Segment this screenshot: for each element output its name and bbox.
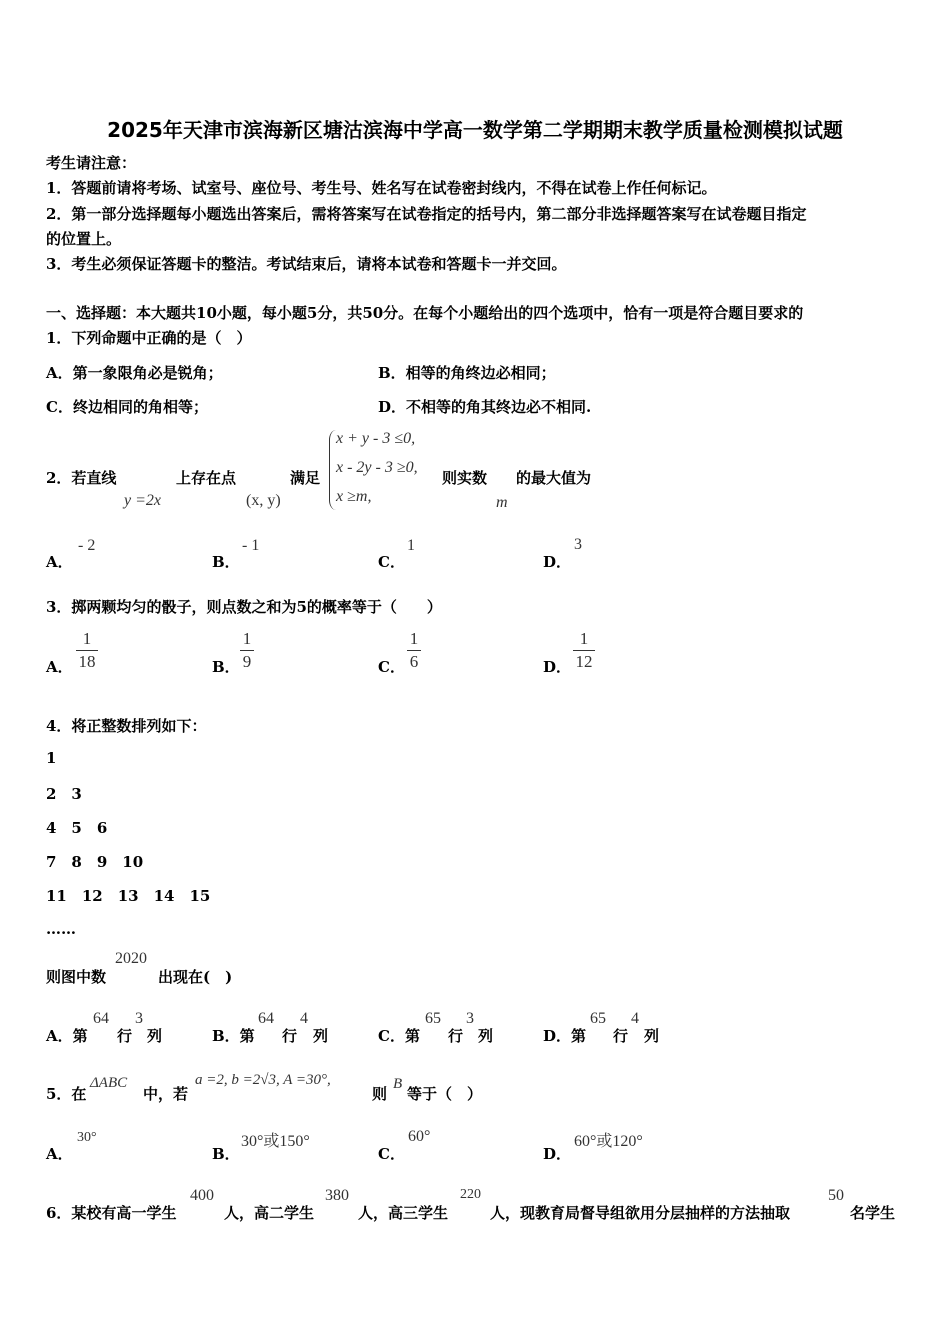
q4-option-a-mid: 行 [117,1027,133,1045]
section-heading: 一、选择题：本大题共10小题，每小题5分，共50分。在每个小题给出的四个选项中，恰有一项是符合题目要求的 [46,304,804,322]
q2-constraint-3: x ≥m, [336,488,372,505]
q4-stem: 4．将正整数排列如下： [46,717,207,735]
q1-stem: 1．下列命题中正确的是（ ） [46,329,252,347]
q5-condition: a =2, b =2√3, A =30°, [195,1072,331,1088]
q4-question-2: 出现在( ) [158,968,233,986]
q3-option-a-denominator: 18 [78,652,96,671]
q5-triangle: ΔABC [90,1075,128,1091]
q4-option-b-row: 64 [258,1010,274,1027]
q4-option-a-end: 列 [147,1027,163,1045]
q2-constraint-1: x + y - 3 ≤0, [336,430,416,447]
q2-variable-m: m [496,494,508,511]
q4-option-c-mid: 行 [448,1027,464,1045]
q1-option-d: D．不相等的角其终边必不相同. [378,398,592,416]
q2-constraint-2: x - 2y - 3 ≥0, [336,459,418,476]
q5-label-d: D． [543,1145,572,1163]
q4-option-c-label: C．第 [378,1027,420,1045]
q4-option-c-row: 65 [425,1010,441,1027]
notice-item-1: 1．答题前请将考场、试室号、座位号、考生号、姓名写在试卷密封线内，不得在试卷上作任何标记。 [46,179,717,197]
q3-option-c-numerator: 1 [409,629,419,648]
q4-row-1: 1 [46,749,57,767]
notice-item-3: 3．考生必须保证答题卡的整洁。考试结束后，请将本试卷和答题卡一并交回。 [46,255,567,273]
q3-option-b-denominator: 9 [242,652,252,671]
q1-option-b: B．相等的角终边必相同； [378,364,556,382]
q6-num-grade2: 380 [325,1187,349,1204]
notice-item-2: 2．第一部分选择题每小题选出答案后，需将答案写在试卷指定的括号内，第二部分非选择题答案写在试卷题目指定 [46,205,807,223]
q6-text-2: 人，高二学生 [224,1204,315,1222]
q4-option-a-label: A．第 [46,1027,88,1045]
q5-text-3: 则 [372,1085,388,1103]
q4-option-d-end: 列 [644,1027,660,1045]
q2-text-1: 2．若直线 [46,469,117,487]
q5-label-a: A． [46,1145,73,1163]
q2-option-a: - 2 [78,537,96,554]
q2-line-eq: y =2x [124,492,161,509]
q3-label-b: B． [212,658,240,676]
q5-option-b: 30°或150° [241,1133,310,1150]
q6-text-4: 人，现教育局督导组欲用分层抽样的方法抽取 [490,1204,791,1222]
q4-option-b-mid: 行 [282,1027,298,1045]
q5-text-4: 等于（ ） [407,1085,483,1103]
q3-stem: 3．掷两颗均匀的骰子，则点数之和为5的概率等于（ ） [46,598,442,616]
q5-option-d: 60°或120° [574,1133,643,1150]
q5-label-b: B． [212,1145,240,1163]
q5-angle-b: B [393,1076,403,1092]
q6-num-sample: 50 [828,1187,844,1204]
q2-text-3: 满足 [290,469,321,487]
q4-option-a-col: 3 [135,1010,143,1027]
q2-label-a: A． [46,553,73,571]
q1-option-a: A．第一象限角必是锐角； [46,364,223,382]
q3-label-c: C． [378,658,405,676]
q3-option-d-denominator: 12 [575,652,593,671]
q4-option-b-label: B．第 [212,1027,255,1045]
q6-num-grade3: 220 [460,1187,481,1202]
notice-heading: 考生请注意： [46,154,137,172]
q2-option-b: - 1 [242,537,260,554]
q4-option-b-col: 4 [300,1010,308,1027]
q5-text-2: 中，若 [143,1085,189,1103]
notice-item-2-cont: 的位置上。 [46,230,122,248]
q4-row-ellipsis: …… [46,920,76,938]
q2-option-d: 3 [574,536,582,553]
q5-text-1: 5．在 [46,1085,87,1103]
q2-option-c: 1 [407,537,415,554]
q2-text-4: 则实数 [442,469,488,487]
q2-text-2: 上存在点 [176,469,237,487]
page-title: 2025年天津市滨海新区塘沽滨海中学高一数学第二学期期末教学质量检测模拟试题 [107,118,843,142]
q4-question-1: 则图中数 [46,968,107,986]
q2-text-5: 的最大值为 [516,469,592,487]
q4-option-a-row: 64 [93,1010,109,1027]
q4-option-d-mid: 行 [613,1027,629,1045]
q2-label-b: B． [212,553,240,571]
q4-option-d-row: 65 [590,1010,606,1027]
q5-label-c: C． [378,1145,405,1163]
q2-label-d: D． [543,553,572,571]
q5-option-a: 30° [77,1130,97,1145]
q4-row-3: 4 5 6 [46,819,108,837]
q1-option-c: C．终边相同的角相等； [46,398,208,416]
q3-option-d-fraction [573,629,595,672]
q4-option-c-end: 列 [478,1027,494,1045]
q6-text-3: 人，高三学生 [358,1204,449,1222]
q2-label-c: C． [378,553,405,571]
q3-option-a-fraction [76,629,98,672]
q4-row-5: 11 12 13 14 15 [46,887,211,905]
q4-option-d-col: 4 [631,1010,639,1027]
q6-num-grade1: 400 [190,1187,214,1204]
q3-option-b-fraction [240,629,254,672]
q3-label-d: D． [543,658,572,676]
q3-option-a-numerator: 1 [82,629,92,648]
q5-option-c: 60° [408,1128,431,1145]
q4-row-2: 2 3 [46,785,82,803]
q3-option-c-fraction [407,629,421,672]
q4-option-d-label: D．第 [543,1027,587,1045]
q2-point: (x, y) [246,492,281,509]
q4-number: 2020 [115,950,147,967]
q3-option-d-numerator: 1 [579,629,589,648]
q4-option-b-end: 列 [313,1027,329,1045]
q4-option-c-col: 3 [466,1010,474,1027]
q6-text-5: 名学生 [850,1204,896,1222]
q3-option-b-numerator: 1 [242,629,252,648]
q3-option-c-denominator: 6 [409,652,419,671]
q2-system-brace [329,430,336,510]
q4-row-4: 7 8 9 10 [46,853,144,871]
q6-text-1: 6．某校有高一学生 [46,1204,177,1222]
q3-label-a: A． [46,658,73,676]
